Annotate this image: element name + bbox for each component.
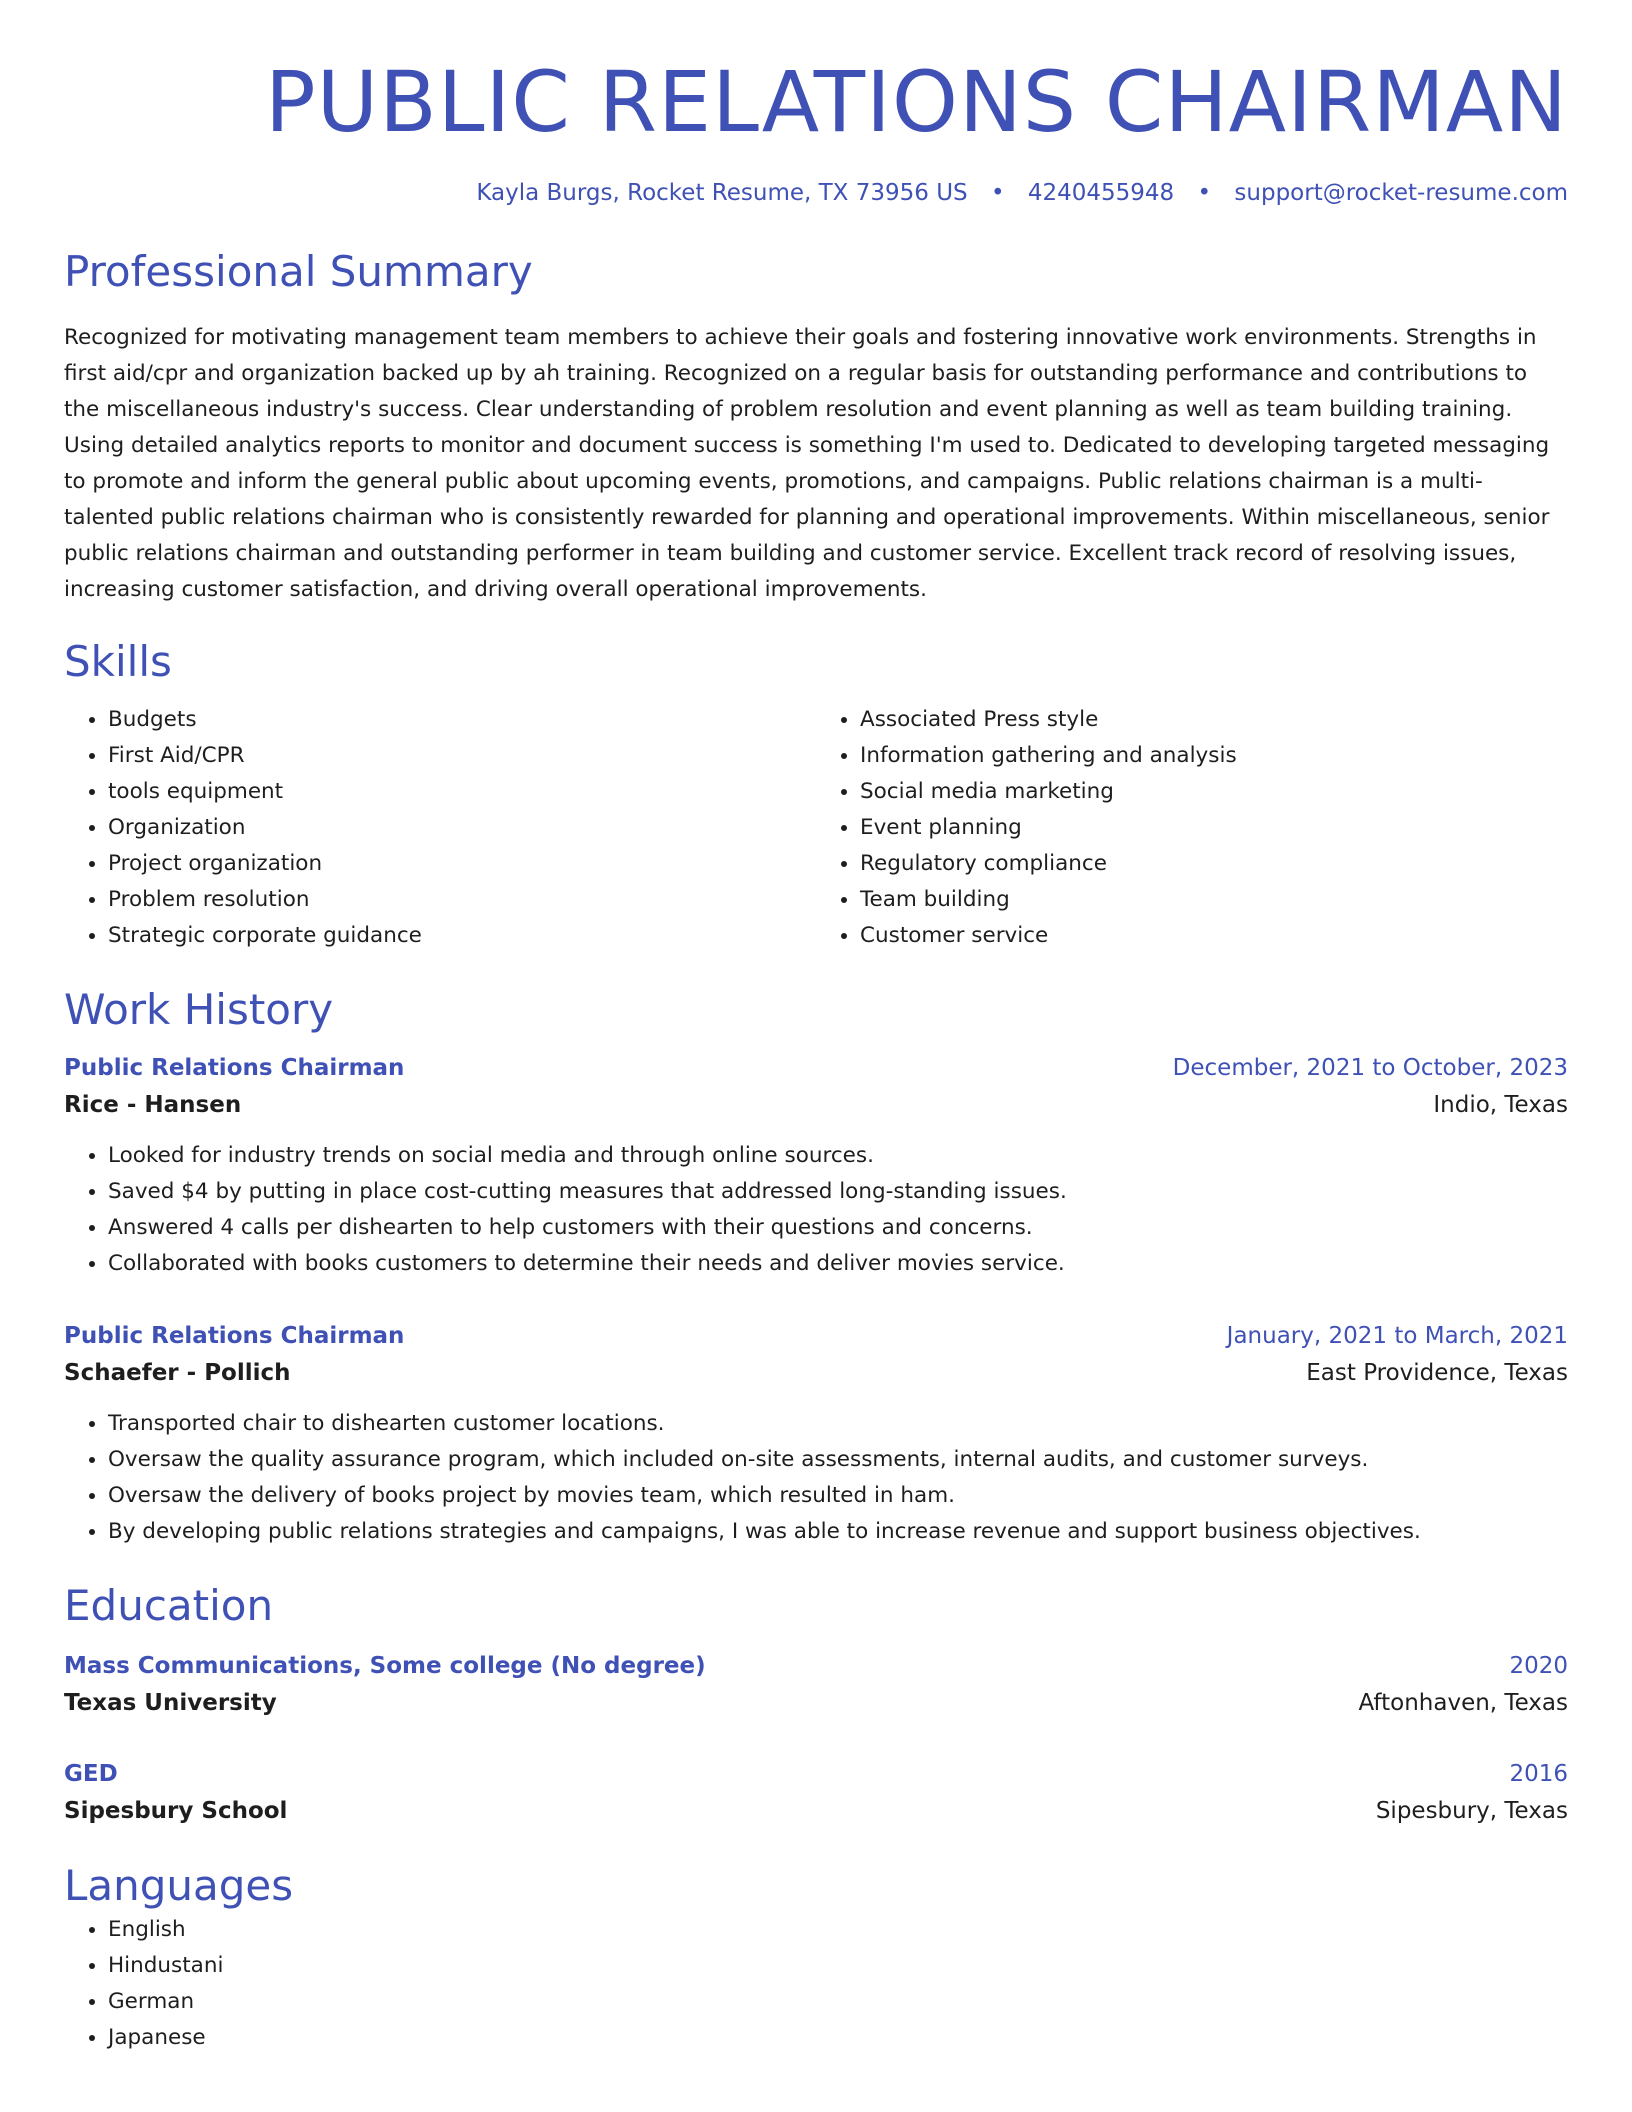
skill-item: • Customer service bbox=[860, 918, 1568, 954]
contact-separator: • bbox=[1197, 180, 1212, 206]
job-company: Rice - Hansen bbox=[64, 1092, 242, 1118]
job-bullet: • Oversaw the quality assurance program, which included on-site assessments, internal audits, and customer surveys. bbox=[108, 1442, 1568, 1478]
job-entry bbox=[64, 1318, 1568, 1550]
languages-heading: Languages bbox=[64, 1861, 294, 1910]
skill-item: • Organization bbox=[108, 810, 816, 846]
skills-list-left bbox=[64, 702, 816, 954]
job-dates: January, 2021 to March, 2021 bbox=[1226, 1323, 1568, 1349]
skill-item: • Regulatory compliance bbox=[860, 846, 1568, 882]
job-entry bbox=[64, 1050, 1568, 1282]
education-school: Texas University bbox=[64, 1690, 277, 1716]
education-heading: Education bbox=[64, 1581, 274, 1630]
skill-item: • Event planning bbox=[860, 810, 1568, 846]
education-entry bbox=[64, 1648, 1568, 1722]
job-bullets bbox=[64, 1138, 1568, 1282]
skills-columns bbox=[64, 702, 1568, 954]
skill-item: • Project organization bbox=[108, 846, 816, 882]
job-bullet: • By developing public relations strategies and campaigns, I was able to increase revenue and support business objectives. bbox=[108, 1514, 1568, 1550]
skill-item: • Social media marketing bbox=[860, 774, 1568, 810]
work-history-heading: Work History bbox=[64, 985, 334, 1034]
job-company: Schaefer - Pollich bbox=[64, 1360, 291, 1386]
contact-address: Kayla Burgs, Rocket Resume, TX 73956 US bbox=[476, 180, 968, 206]
skills-heading: Skills bbox=[64, 637, 172, 686]
job-role: Public Relations Chairman bbox=[64, 1055, 405, 1081]
job-bullet: • Oversaw the delivery of books project by movies team, which resulted in ham. bbox=[108, 1478, 1568, 1514]
skill-item: • Problem resolution bbox=[108, 882, 816, 918]
contact-phone: 4240455948 bbox=[1027, 180, 1175, 206]
skill-item: • Team building bbox=[860, 882, 1568, 918]
contact-email: support@rocket-resume.com bbox=[1234, 180, 1568, 206]
job-bullet: • Answered 4 calls per dishearten to help customers with their questions and concerns. bbox=[108, 1210, 1568, 1246]
job-location: East Providence, Texas bbox=[1306, 1360, 1568, 1386]
skill-item: • Associated Press style bbox=[860, 702, 1568, 738]
skill-item: • Information gathering and analysis bbox=[860, 738, 1568, 774]
summary-heading: Professional Summary bbox=[64, 247, 533, 296]
skill-item: • First Aid/CPR bbox=[108, 738, 816, 774]
job-dates: December, 2021 to October, 2023 bbox=[1172, 1055, 1568, 1081]
job-bullet: • Collaborated with books customers to determine their needs and deliver movies service. bbox=[108, 1246, 1568, 1282]
skill-item: • tools equipment bbox=[108, 774, 816, 810]
education-year: 2016 bbox=[1509, 1761, 1568, 1787]
education-year: 2020 bbox=[1509, 1653, 1568, 1679]
job-bullet: • Transported chair to dishearten customer locations. bbox=[108, 1406, 1568, 1442]
skill-item: • Budgets bbox=[108, 702, 816, 738]
job-location: Indio, Texas bbox=[1433, 1092, 1568, 1118]
education-school: Sipesbury School bbox=[64, 1798, 288, 1824]
language-item: • Japanese bbox=[108, 2020, 1568, 2056]
summary-text: Recognized for motivating management team members to achieve their goals and fostering innovative work environments. Strengths in first aid/cpr and organization backed up by ah training. Recognized on a regular basis for outstanding performance and contributions to the miscellaneous industry's success. Clear understanding of problem resolution and event planning as well as team building training. Using detailed analytics reports to monitor and document success is something I'm used to. Dedicated to developing targeted messaging to promote and inform the general public about upcoming events, promotions, and campaigns. Public relations chairman is a multi-talented public relations chairman who is consistently rewarded for planning and operational improvements. Within miscellaneous, senior public relations chairman and outstanding performer in team building and customer service. Excellent track record of resolving issues, increasing customer satisfaction, and driving overall operational improvements. bbox=[64, 325, 1550, 602]
resume-title: PUBLIC RELATIONS CHAIRMAN bbox=[264, 53, 1568, 151]
job-bullets bbox=[64, 1406, 1568, 1550]
contact-line bbox=[64, 178, 1568, 208]
education-entry bbox=[64, 1756, 1568, 1830]
skill-item: • Strategic corporate guidance bbox=[108, 918, 816, 954]
language-item: • English bbox=[108, 1912, 1568, 1948]
education-degree: Mass Communications, Some college (No degree) bbox=[64, 1653, 706, 1679]
job-bullet: • Looked for industry trends on social media and through online sources. bbox=[108, 1138, 1568, 1174]
language-item: • Hindustani bbox=[108, 1948, 1568, 1984]
languages-list bbox=[64, 1912, 1568, 2056]
contact-separator: • bbox=[990, 180, 1005, 206]
language-item: • German bbox=[108, 1984, 1568, 2020]
job-role: Public Relations Chairman bbox=[64, 1323, 405, 1349]
education-location: Aftonhaven, Texas bbox=[1358, 1690, 1568, 1716]
education-degree: GED bbox=[64, 1761, 118, 1787]
skills-list-right bbox=[816, 702, 1568, 954]
education-location: Sipesbury, Texas bbox=[1375, 1798, 1568, 1824]
job-bullet: • Saved $4 by putting in place cost-cutting measures that addressed long-standing issues. bbox=[108, 1174, 1568, 1210]
